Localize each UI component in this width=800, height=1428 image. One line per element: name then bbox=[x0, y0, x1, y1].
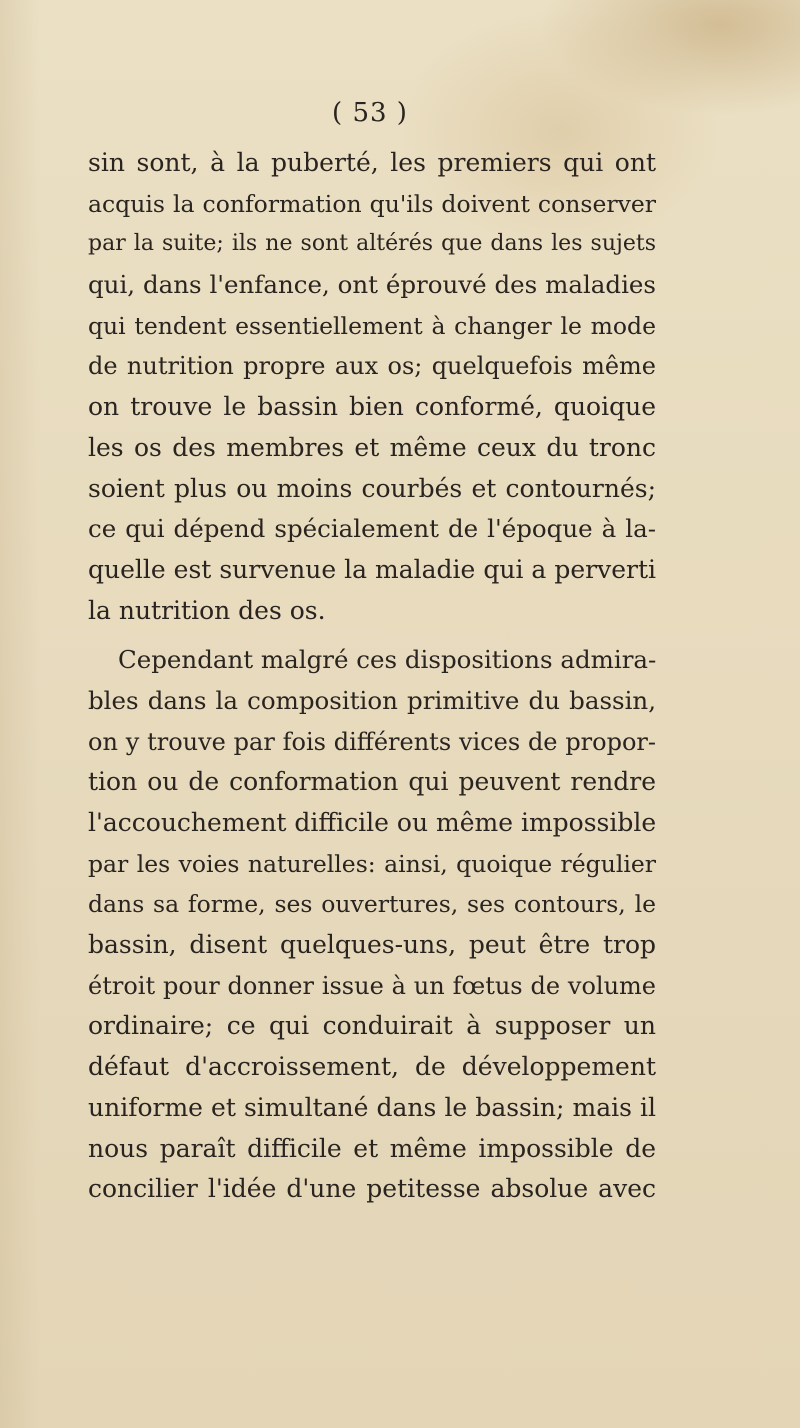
text-line: acquis la conformation qu'ils doivent conserver bbox=[88, 189, 656, 218]
text-line: par la suite; ils ne sont altérés que dans les sujets bbox=[88, 231, 656, 257]
text-line: Cependant malgré ces dispositions admira- bbox=[118, 645, 657, 675]
page-number: ( 53 ) bbox=[332, 98, 408, 128]
text-line: sin sont, à la puberté, les premiers qui ont bbox=[88, 148, 656, 177]
paragraph-2 bbox=[88, 640, 656, 1210]
text-line: tion ou de conformation qui peuvent rendre bbox=[88, 767, 656, 797]
text-line: par les voies naturelles: ainsi, quoique régulier bbox=[88, 849, 656, 878]
text-line: on trouve le bassin bien conformé, quoique bbox=[88, 392, 656, 422]
body-text bbox=[88, 143, 656, 1210]
text-line: concilier l'idée d'une petitesse absolue avec bbox=[88, 1174, 656, 1204]
text-line: étroit pour donner issue à un fœtus de volume bbox=[88, 971, 656, 1000]
text-line: quelle est survenue la maladie qui a perverti bbox=[88, 554, 656, 584]
text-line: la nutrition des os. bbox=[88, 595, 326, 625]
text-line: bles dans la composition primitive du bassin, bbox=[88, 685, 656, 715]
text-line: on y trouve par fois différents vices de propor- bbox=[88, 727, 656, 756]
paragraph-gap bbox=[88, 631, 656, 640]
text-line: bassin, disent quelques-uns, peut être trop bbox=[88, 930, 656, 960]
text-line: uniforme et simultané dans le bassin; mais il bbox=[88, 1092, 656, 1122]
text-line: soient plus ou moins courbés et contournés; bbox=[88, 473, 656, 503]
text-line: les os des membres et même ceux du tronc bbox=[88, 432, 656, 462]
text-line: ordinaire; ce qui conduirait à supposer un bbox=[88, 1011, 656, 1041]
text-line: l'accouchement difficile ou même impossible bbox=[88, 808, 657, 837]
text-line: nous paraît difficile et même impossible de bbox=[88, 1133, 656, 1163]
text-line: de nutrition propre aux os; quelquefois même bbox=[88, 352, 656, 381]
paragraph-1 bbox=[88, 143, 656, 631]
text-line: qui, dans l'enfance, ont éprouvé des maladies bbox=[88, 270, 656, 300]
text-line: défaut d'accroissement, de développement bbox=[88, 1052, 656, 1082]
text-line: dans sa forme, ses ouvertures, ses contours, le bbox=[88, 890, 656, 919]
text-line: ce qui dépend spécialement de l'époque à la- bbox=[88, 514, 656, 544]
text-line: qui tendent essentiellement à changer le mode bbox=[88, 311, 656, 340]
